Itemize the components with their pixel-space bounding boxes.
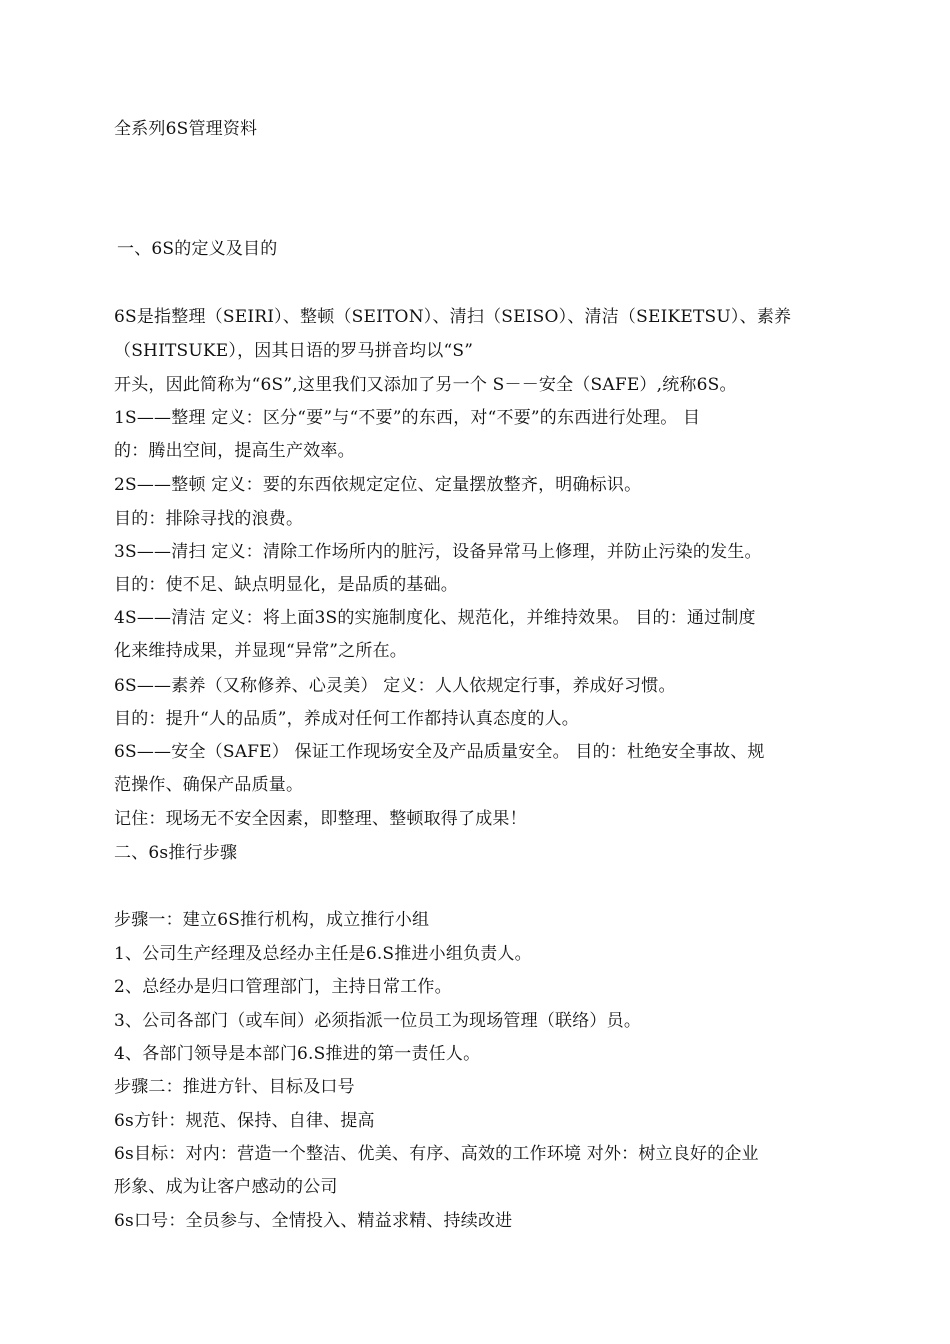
goal-line: 6s目标：对内：营造一个整洁、优美、有序、高效的工作环境 对外：树立良好的企业 (114, 1144, 759, 1164)
definition-2s-line: 目的：排除寻找的浪费。 (114, 509, 304, 529)
definition-6s-line: 6S——安全（SAFE） 保证工作现场安全及产品质量安全。 目的：杜绝安全事故、规 (114, 742, 765, 762)
intro-paragraph-line: 6S是指整理（SEIRI）、整顿（SEITON）、清扫（SEISO）、清洁（SEIKETSU）、素养 (114, 307, 792, 327)
policy-line: 6s方针：规范、保持、自律、提高 (114, 1111, 375, 1131)
definition-4s-line: 4S——清洁 定义：将上面3S的实施制度化、规范化，并维持效果。 目的：通过制度 (114, 608, 756, 628)
intro-paragraph-line: 开头，因此简称为“6S”,这里我们又添加了另一个 S－－安全（SAFE）,统称6S。 (114, 375, 737, 395)
definition-6s-line: 范操作、确保产品质量。 (114, 775, 304, 795)
step-1-item: 4、各部门领导是本部门6.S推进的第一责任人。 (114, 1044, 481, 1064)
section-1-heading: 一、6S的定义及目的 (117, 239, 278, 259)
definition-3s-line: 3S——清扫 定义：清除工作场所内的脏污，设备异常马上修理，并防止污染的发生。 (114, 542, 762, 562)
step-1-item: 1、公司生产经理及总经办主任是6.S推进小组负责人。 (114, 944, 532, 964)
definition-1s-line: 1S——整理 定义：区分“要”与“不要”的东西，对“不要”的东西进行处理。 目 (114, 408, 701, 428)
step-1-item: 3、公司各部门（或车间）必须指派一位员工为现场管理（联络）员。 (114, 1011, 642, 1031)
definition-4s-line: 化来维持成果，并显现“异常”之所在。 (114, 641, 407, 661)
intro-paragraph-line: （SHITSUKE），因其日语的罗马拼音均以“S” (114, 341, 474, 361)
section-2-heading: 二、6s推行步骤 (114, 843, 238, 863)
remember-note: 记住：现场无不安全因素，即整理、整顿取得了成果！ (114, 809, 527, 829)
slogan-line: 6s口号：全员参与、全情投入、精益求精、持续改进 (114, 1211, 513, 1231)
document-title: 全系列6S管理资料 (114, 119, 258, 139)
step-1-heading: 步骤一：建立6S推行机构，成立推行小组 (114, 910, 430, 930)
step-2-heading: 步骤二：推进方针、目标及口号 (114, 1077, 355, 1097)
goal-line: 形象、成为让客户感动的公司 (114, 1177, 338, 1197)
definition-5s-line: 6S——素养（又称修养、心灵美） 定义：人人依规定行事，养成好习惯。 (114, 676, 676, 696)
definition-2s-line: 2S——整顿 定义：要的东西依规定定位、定量摆放整齐，明确标识。 (114, 475, 642, 495)
definition-5s-line: 目的：提升“人的品质”，养成对任何工作都持认真态度的人。 (114, 709, 579, 729)
definition-3s-line: 目的：使不足、缺点明显化，是品质的基础。 (114, 575, 458, 595)
step-1-item: 2、总经办是归口管理部门，主持日常工作。 (114, 977, 452, 997)
definition-1s-line: 的：腾出空间，提高生产效率。 (114, 441, 355, 461)
